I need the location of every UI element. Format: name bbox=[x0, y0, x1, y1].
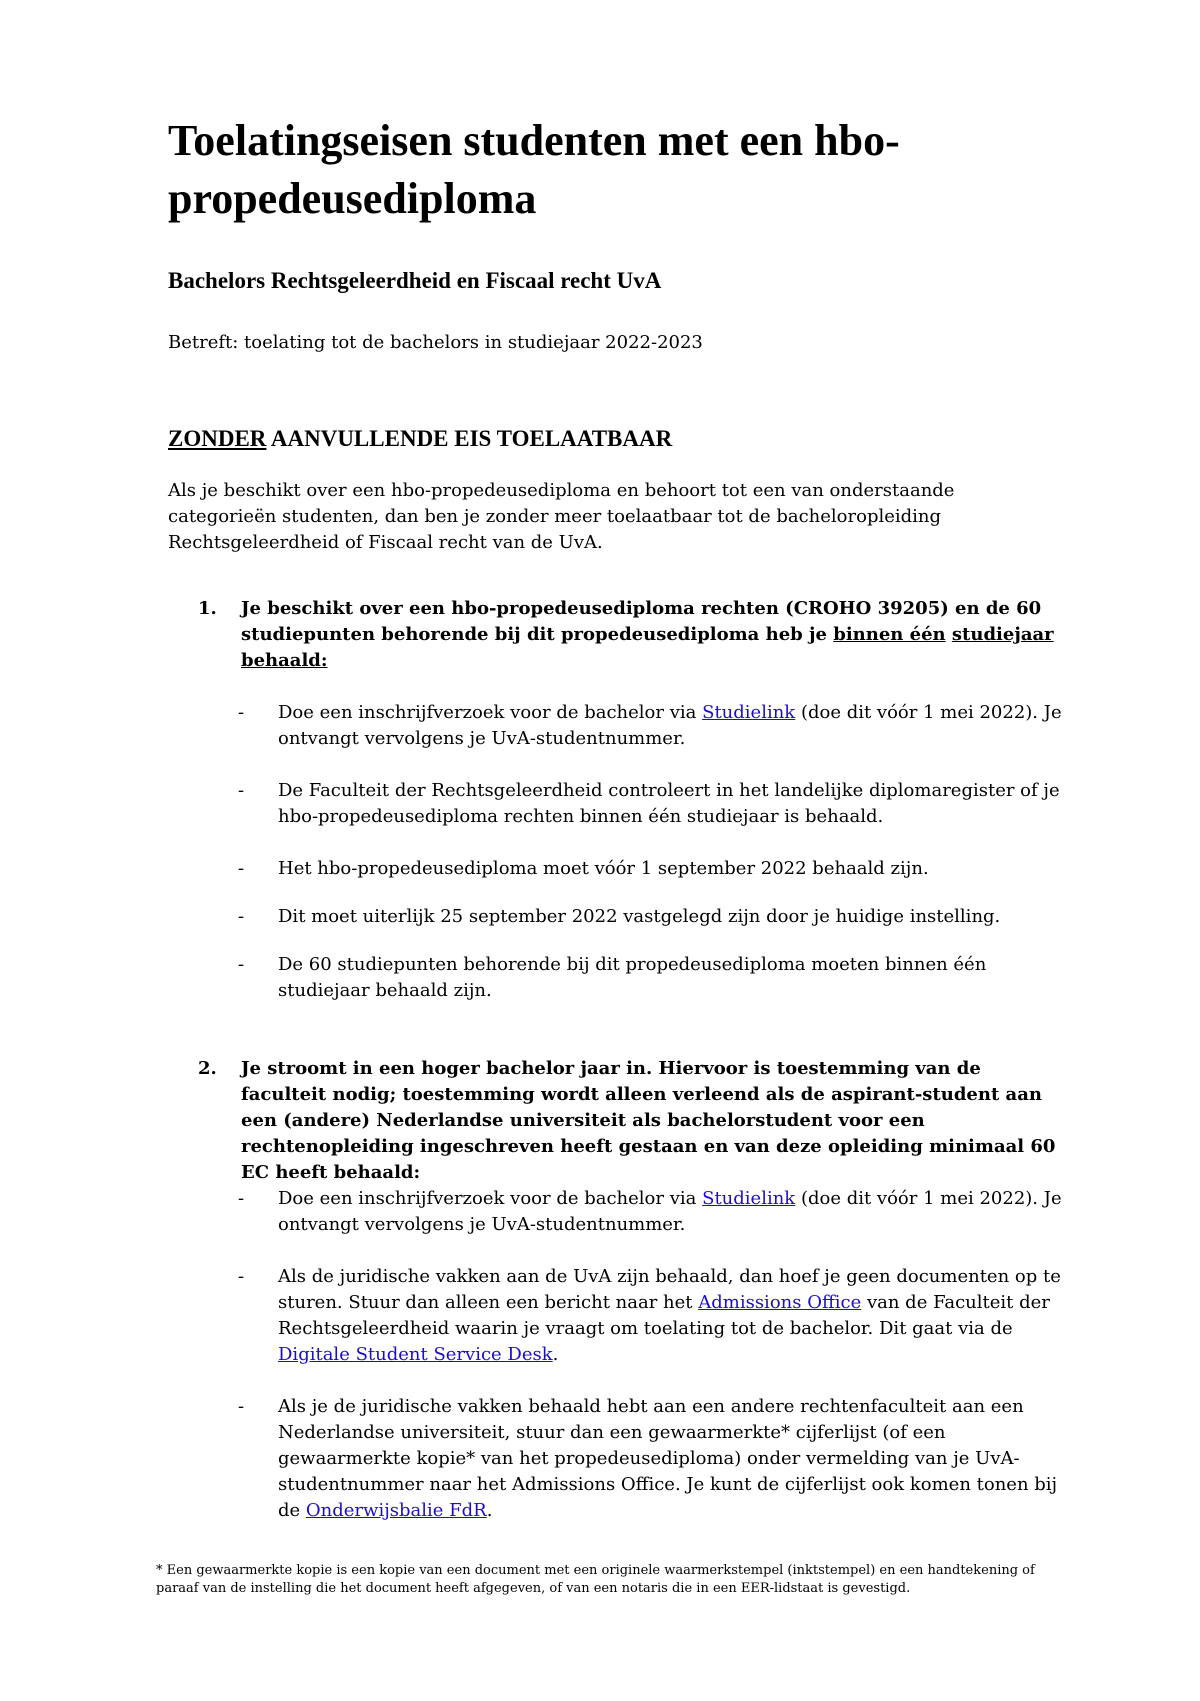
page-subtitle: Bachelors Rechtsgeleerdheid en Fiscaal recht UvA bbox=[168, 268, 662, 293]
bullet-text: Doe een inschrijfverzoek voor de bachelor via bbox=[278, 702, 703, 723]
regarding-line: Betreft: toelating tot de bachelors in studiejaar 2022-2023 bbox=[168, 332, 703, 353]
footnote: * Een gewaarmerkte kopie is een kopie van een document met een originele waarmerkstempel (inktstempel) en een handtekening of paraaf van de instelling die het document heeft afgegeven, of van een notaris die in een EER-lidstaat is gevestigd. bbox=[156, 1563, 1035, 1596]
item-1-text bbox=[241, 596, 1058, 674]
dash-marker: - bbox=[238, 1188, 245, 1209]
list-item bbox=[238, 952, 1068, 1004]
section-heading-underlined: ZONDER bbox=[168, 426, 267, 451]
bullet-text: Doe een inschrijfverzoek voor de bachelor via bbox=[278, 1188, 703, 1209]
item-1-bullet-list bbox=[238, 700, 1068, 1004]
list-item bbox=[238, 904, 1068, 930]
list-item bbox=[238, 778, 1068, 830]
onderwijsbalie-fdr-link[interactable]: Onderwijsbalie FdR bbox=[305, 1500, 487, 1521]
numbered-item-2 bbox=[198, 1056, 1058, 1186]
section-heading-rest: AANVULLENDE EIS TOELAATBAAR bbox=[266, 426, 673, 451]
item-2-text: Je stroomt in een hoger bachelor jaar in. Hiervoor is toestemming van de faculteit nodig; toestemming wordt alleen verleend als de aspirant-student aan een (andere) Nederlandse universiteit als bachelorstudent voor een rechtenopleiding ingeschreven heeft gestaan en van deze opleiding minimaal 60 EC heeft behaald: bbox=[241, 1058, 1056, 1183]
list-item bbox=[238, 1264, 1068, 1368]
bullet-text: (doe dit vóór 1 mei 2022). Je ontvangt vervolgens je UvA-studentnummer. bbox=[278, 1188, 1062, 1235]
bullet-text: De 60 studiepunten behorende bij dit propedeusediploma moeten binnen één studiejaar behaald zijn. bbox=[278, 954, 987, 1001]
item-1-text-underlined-1: binnen één bbox=[833, 624, 946, 645]
numbered-item-1 bbox=[198, 596, 1058, 674]
bullet-text: . bbox=[552, 1344, 559, 1365]
dash-marker: - bbox=[238, 702, 245, 723]
page-title: Toelatingseisen studenten met een hbo-propedeusediploma bbox=[168, 116, 900, 223]
item-1-text-underlined-2: studiejaar behaald: bbox=[241, 624, 1054, 671]
bullet-text: Dit moet uiterlijk 25 september 2022 vastgelegd zijn door je huidige instelling. bbox=[278, 906, 1001, 927]
dash-marker: - bbox=[238, 1266, 245, 1287]
item-number: 1. bbox=[198, 598, 217, 619]
section-intro: Als je beschikt over een hbo-propedeusediploma en behoort tot een van onderstaande categorieën studenten, dan ben je zonder meer toelaatbaar tot de bacheloropleiding Rechtsgeleerdheid of Fiscaal recht van de UvA. bbox=[168, 480, 955, 553]
dash-marker: - bbox=[238, 906, 245, 927]
digitale-student-service-desk-link[interactable]: Digitale Student Service Desk bbox=[278, 1344, 553, 1365]
bullet-text: (doe dit vóór 1 mei 2022). Je ontvangt vervolgens je UvA-studentnummer. bbox=[278, 702, 1062, 749]
dash-marker: - bbox=[238, 858, 245, 879]
bullet-text: . bbox=[486, 1500, 493, 1521]
list-item bbox=[238, 856, 1068, 882]
bullet-text: van de Faculteit der Rechtsgeleerdheid waarin je vraagt om toelating tot de bachelor. Dit gaat via de bbox=[278, 1292, 1050, 1339]
bullet-text: Als de juridische vakken aan de UvA zijn behaald, dan hoef je geen documenten op te sturen. Stuur dan alleen een bericht naar het bbox=[278, 1266, 1061, 1313]
admissions-office-link[interactable]: Admissions Office bbox=[698, 1292, 862, 1313]
dash-marker: - bbox=[238, 1396, 245, 1417]
list-item bbox=[238, 1186, 1068, 1238]
dash-marker: - bbox=[238, 780, 245, 801]
bullet-text: Het hbo-propedeusediploma moet vóór 1 september 2022 behaald zijn. bbox=[278, 858, 929, 879]
list-item bbox=[238, 1394, 1068, 1524]
studielink-link[interactable]: Studielink bbox=[702, 1188, 796, 1209]
bullet-text: Als je de juridische vakken behaald hebt aan een andere rechtenfaculteit aan een Nederlandse universiteit, stuur dan een gewaarmerkte* cijferlijst (of een gewaarmerkte kopie* van het propedeusediploma) onder vermelding van je UvA-studentnummer naar het Admissions Office. Je kunt de cijferlijst ook komen tonen bij de bbox=[278, 1396, 1058, 1521]
dash-marker: - bbox=[238, 954, 245, 975]
item-1-text-main: Je beschikt over een hbo-propedeusediploma rechten (CROHO 39205) en de 60 studiepunten behorende bij dit propedeusediploma heb je bbox=[241, 598, 1042, 645]
section-heading bbox=[168, 424, 672, 454]
bullet-text: De Faculteit der Rechtsgeleerdheid controleert in het landelijke diplomaregister of je hbo-propedeusediploma rechten binnen één studiejaar is behaald. bbox=[278, 780, 1060, 827]
list-item bbox=[238, 700, 1068, 752]
item-number: 2. bbox=[198, 1058, 217, 1079]
studielink-link[interactable]: Studielink bbox=[702, 702, 796, 723]
item-2-bullet-list bbox=[238, 1186, 1068, 1524]
